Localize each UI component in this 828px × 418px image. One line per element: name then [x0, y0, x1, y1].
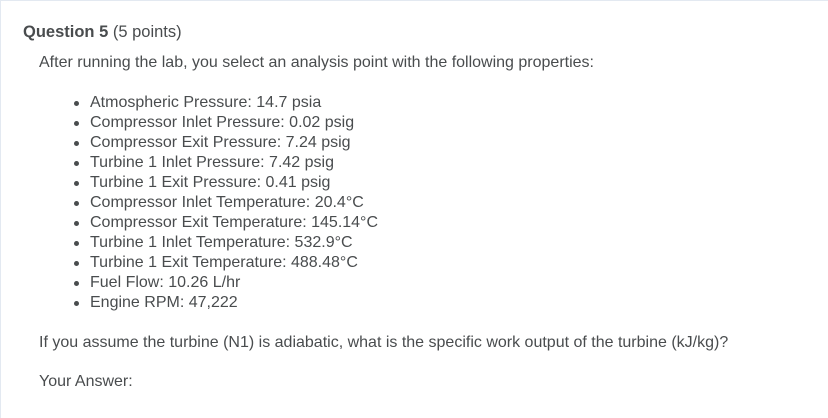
property-text: Engine RPM: 47,222 — [90, 294, 238, 311]
question-header — [23, 22, 182, 42]
bullet-icon — [74, 281, 79, 286]
property-text: Atmospheric Pressure: 14.7 psia — [90, 94, 322, 111]
property-text: Compressor Inlet Pressure: 0.02 psig — [90, 114, 355, 131]
list-item — [39, 273, 799, 293]
property-text: Turbine 1 Exit Temperature: 488.48°C — [90, 254, 358, 271]
list-item — [39, 233, 799, 253]
bullet-icon — [74, 141, 79, 146]
bullet-icon — [74, 301, 79, 306]
property-text: Compressor Exit Pressure: 7.24 psig — [90, 134, 351, 151]
list-item — [39, 93, 799, 113]
question-points: (5 points) — [112, 23, 182, 41]
list-item — [39, 173, 799, 193]
list-item — [39, 153, 799, 173]
property-text: Turbine 1 Exit Pressure: 0.41 psig — [90, 174, 331, 191]
bullet-icon — [74, 121, 79, 126]
list-item — [39, 133, 799, 153]
question-prompt: If you assume the turbine (N1) is adiabatic, what is the specific work output of the turbine (kJ/kg)? — [39, 334, 729, 351]
properties-list — [39, 93, 799, 313]
question-title: Question 5 — [23, 23, 109, 41]
bullet-icon — [74, 241, 79, 246]
bullet-icon — [74, 161, 79, 166]
property-text: Compressor Exit Temperature: 145.14°C — [90, 214, 379, 231]
list-item — [39, 293, 799, 313]
answer-label: Your Answer: — [39, 373, 133, 390]
property-text: Fuel Flow: 10.26 L/hr — [90, 274, 241, 291]
bullet-icon — [74, 221, 79, 226]
list-item — [39, 253, 799, 273]
question-body — [39, 53, 799, 392]
list-item — [39, 113, 799, 133]
list-item — [39, 213, 799, 233]
bullet-icon — [74, 261, 79, 266]
property-text: Turbine 1 Inlet Temperature: 532.9°C — [90, 234, 353, 251]
bullet-icon — [74, 181, 79, 186]
bullet-icon — [74, 101, 79, 106]
property-text: Compressor Inlet Temperature: 20.4°C — [90, 194, 364, 211]
question-intro: After running the lab, you select an analysis point with the following properties: — [39, 54, 594, 71]
property-text: Turbine 1 Inlet Pressure: 7.42 psig — [90, 154, 334, 171]
list-item — [39, 193, 799, 213]
bullet-icon — [74, 201, 79, 206]
